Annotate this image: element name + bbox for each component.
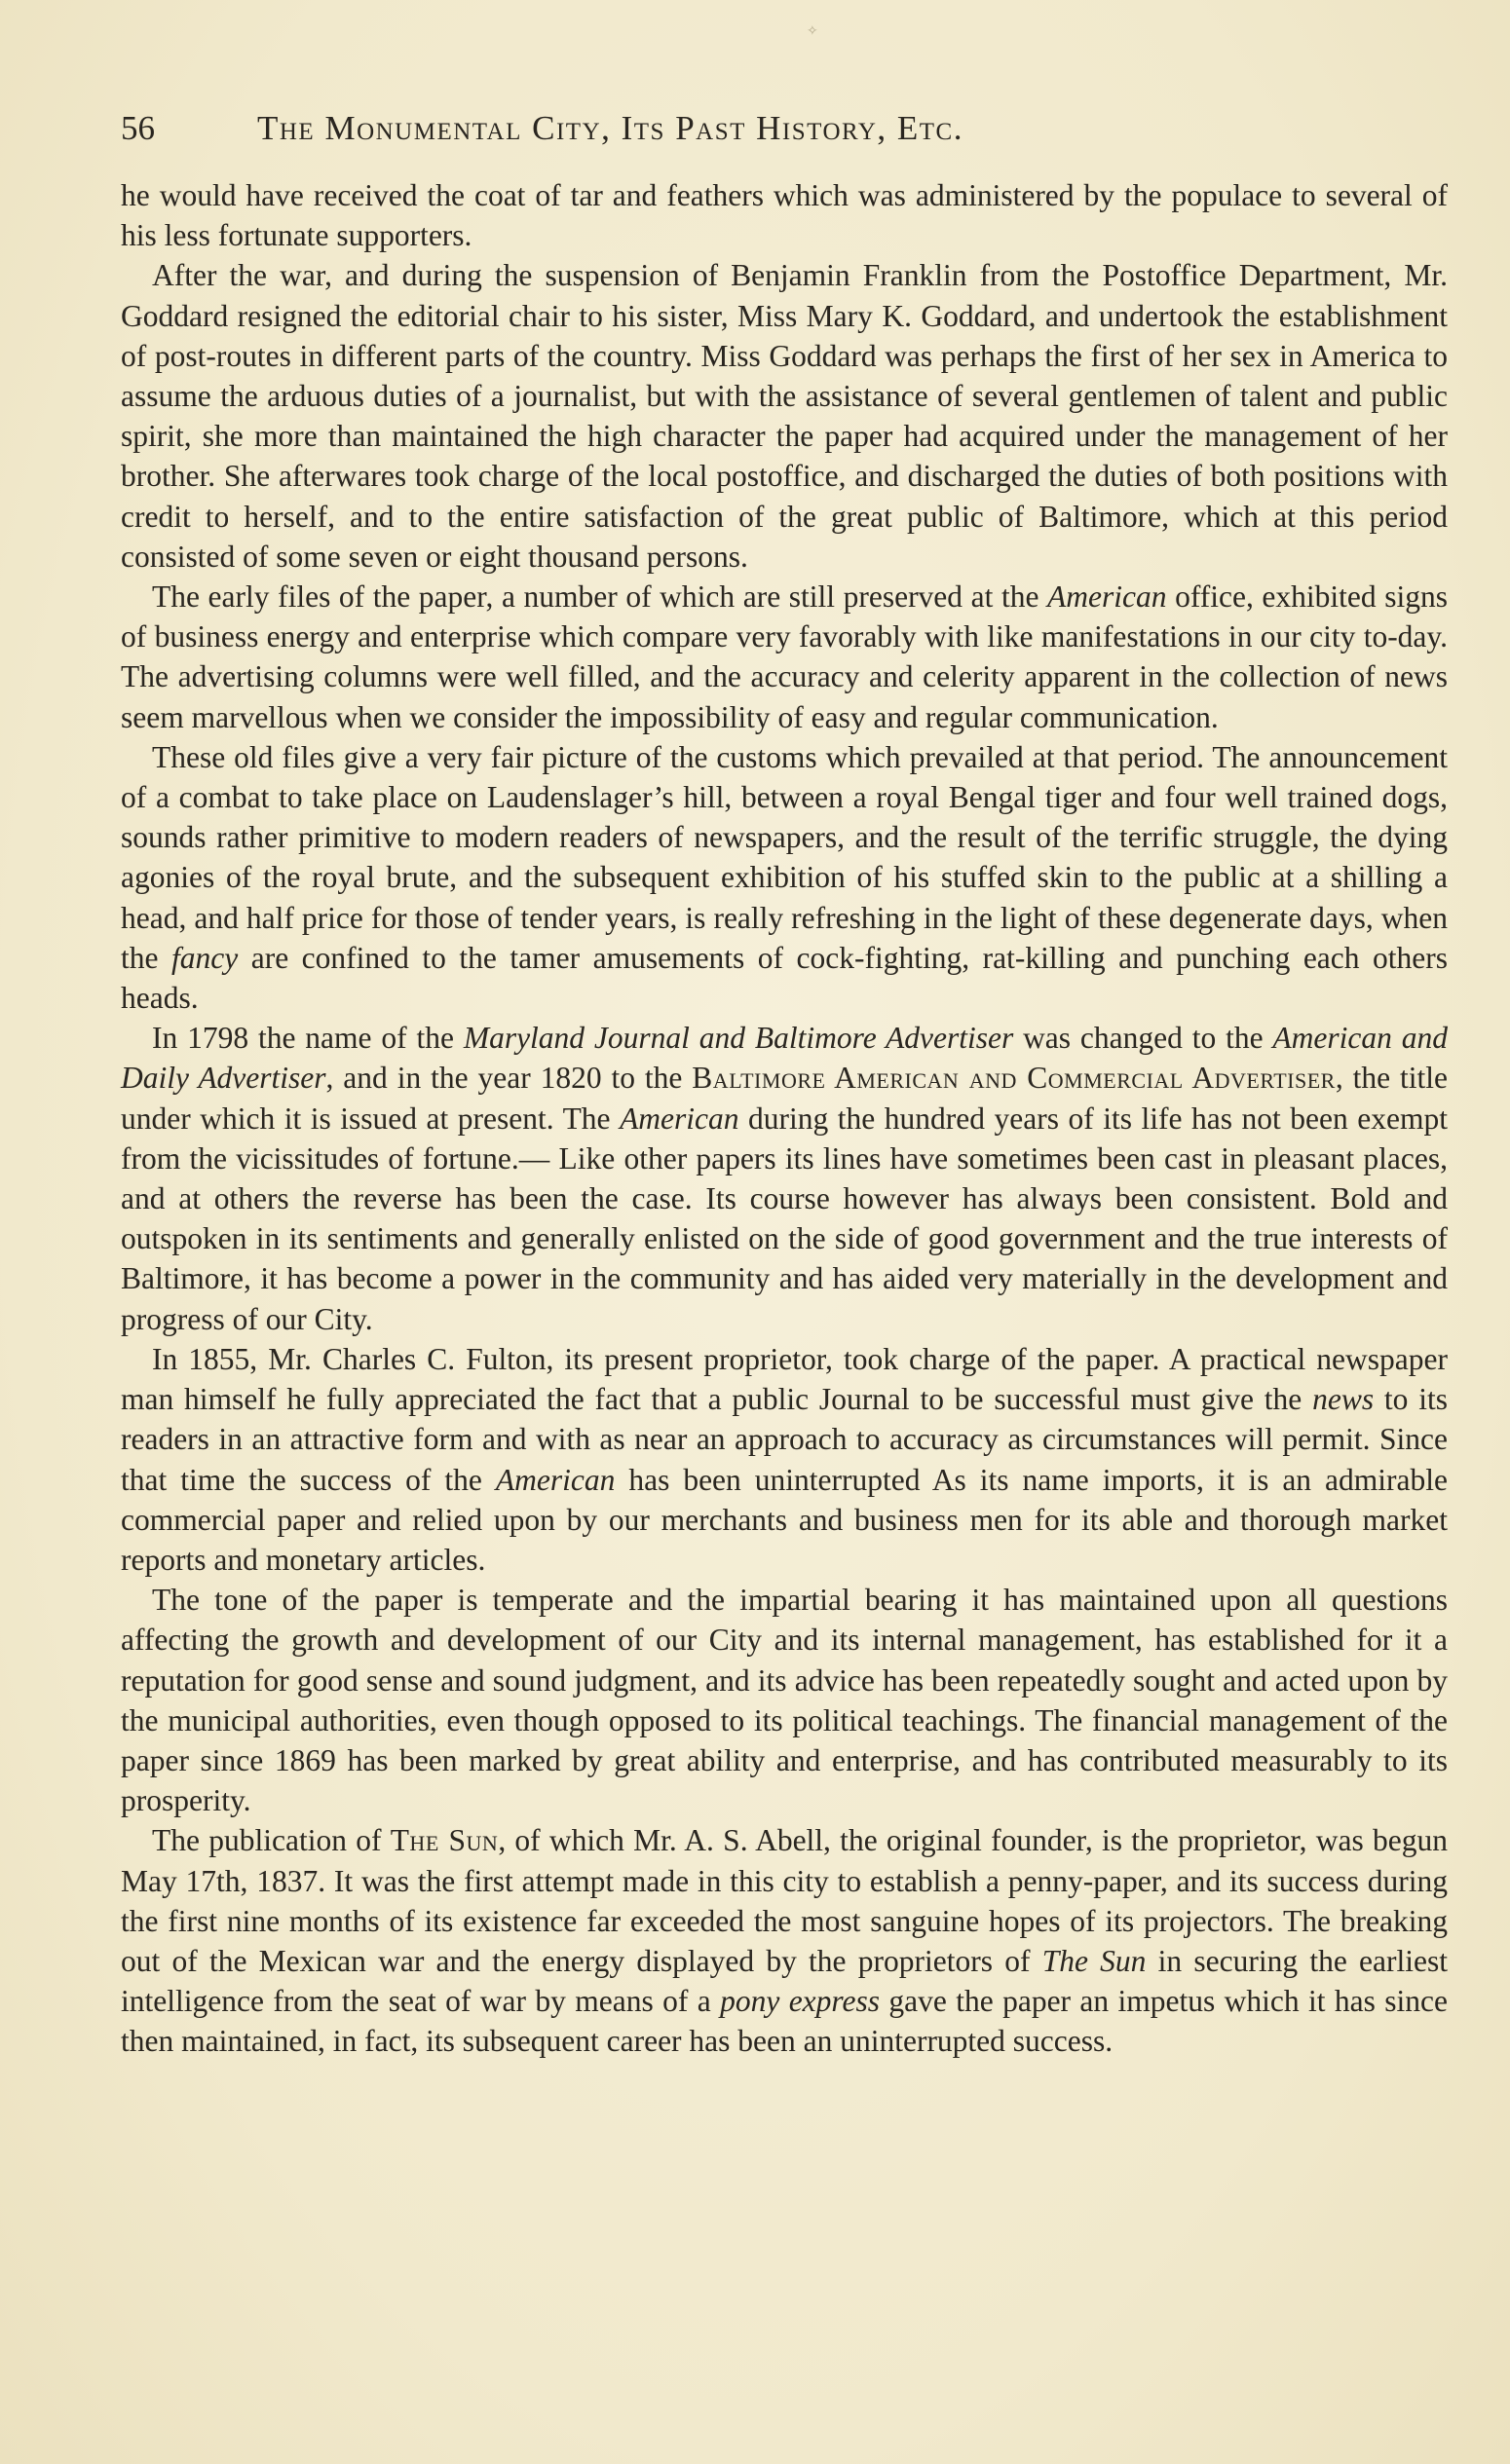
text-run: The early files of the paper, a number of which are still preserved at the [152,579,1048,615]
paragraph [121,737,1448,1018]
text-run: was changed to the [1013,1021,1273,1056]
paragraph [121,1018,1448,1339]
paragraph [121,1820,1448,2061]
text-run: In 1798 the name of the [152,1021,464,1056]
text-run: has been uninterrupted As its name imports, it is an admirable commercial paper and relied upon by our merchants and business men for its able and thorough market reports and monetary articles. [121,1462,1448,1577]
text-run: , the title under which it is issued at present. The [121,1061,1448,1136]
text-run: gave the paper an impetus which it has since then maintained, in fact, its subsequent career has been an uninterrupted success. [121,1984,1448,2059]
page-number: 56 [121,109,155,147]
text-run: These old files give a very fair picture of the customs which prevailed at that period. The announcement of a combat to take place on Laudenslager’s hill, between a royal Bengal tiger and four well trained dogs, sounds rather primitive to modern readers of newspapers, and the result of the terrific struggle, the dying agonies of the royal brute, and the subsequent exhibition of his stuffed skin to the public at a shilling a head, and half price for those of tender years, is really refreshing in the light of these degenerate days, when the [121,739,1448,975]
text-run: during the hundred years of its life has not been exempt from the vicissitudes of fortune.— Like other papers its lines have sometimes been cast in pleasant places, and at others the reverse has been the case. Its course however has always been consistent. Bold and outspoken in its sentiments and generally enlisted on the side of good government and the true interests of Baltimore, it has become a power in the community and has aided very materially in the development and progress of our City. [121,1101,1448,1336]
text-run: The publication of [152,1823,391,1858]
paragraph [121,577,1448,737]
text-run: After the war, and during the suspension of Benjamin Franklin from the Postoffice Department, Mr. Goddard resigned the editorial chair to his sister, Miss Mary K. Goddard, and undertook the establishment of post-routes in different parts of the country. Miss Goddard was perhaps the first of her sex in America to assume the arduous duties of a journalist, but with the assistance of several gentlemen of talent and public spirit, she more than maintained the high character the paper had acquired under the management of her brother. She afterwares took charge of the local postoffice, and discharged the duties of both positions with credit to herself, and to the entire satisfaction of the great public of Baltimore, which at this period consisted of some seven or eight thousand persons. [121,258,1448,574]
paragraph [121,1339,1448,1580]
italic-text: news [1312,1382,1375,1417]
paragraph [121,175,1448,255]
ornament-mark: ✧ [807,24,818,39]
running-title: The Monumental City, Its Past History, Etc. [257,109,963,147]
italic-text: The Sun [1041,1943,1147,1978]
italic-text: American [1047,579,1167,615]
book-page [121,109,1448,2062]
italic-text: fancy [171,940,239,975]
paragraph [121,1580,1448,1820]
italic-text: Maryland Journal and Baltimore Advertiser [463,1021,1014,1056]
italic-text: American and Daily Advertiser [121,1021,1448,1096]
italic-text: American [620,1101,739,1136]
text-run: to its readers in an attractive form and with as near an approach to accuracy as circumstances will permit. Since that time the success of the [121,1382,1448,1497]
text-run: in securing the earliest intelligence from the seat of war by means of a [121,1943,1448,2019]
text-run: In 1855, Mr. Charles C. Fulton, its present proprietor, took charge of the paper. A practical newspaper man himself he fully appreciated the fact that a public Journal to be successful must give the [121,1341,1448,1417]
text-run: are confined to the tamer amusements of cock-fighting, rat-killing and punching each others heads. [121,940,1449,1016]
running-head [121,109,1448,168]
text-run: , of which Mr. A. S. Abell, the original founder, is the proprietor, was begun May 17th, 1837. It was the first attempt made in this city to establish a penny-paper, and its success during the first nine months of its existence far exceeded the most sanguine hopes of its projectors. The breaking out of the Mexican war and the energy displayed by the proprietors of [121,1823,1448,1978]
body-text [121,175,1448,2062]
smallcaps-text: Baltimore American and Commercial Advertiser [692,1061,1336,1096]
text-run: office, exhibited signs of business energy and enterprise which compare very favorably with like manifestations in our city to-day. The advertising columns were well filled, and the accuracy and celerity apparent in the collection of news seem marvellous when we consider the impossibility of easy and regular communication. [121,579,1448,734]
smallcaps-text: The Sun [390,1823,499,1858]
italic-text: pony express [720,1984,880,2019]
paragraph [121,255,1448,577]
text-run: he would have received the coat of tar and feathers which was administered by the populace to several of his less fortunate supporters. [121,178,1448,253]
text-run: The tone of the paper is temperate and the impartial bearing it has maintained upon all questions affecting the growth and development of our City and its internal management, has established for it a reputation for good sense and sound judgment, and its advice has been repeatedly sought and acted upon by the municipal authorities, even though opposed to its political teachings. The financial management of the paper since 1869 has been marked by great ability and enterprise, and has contributed measurably to its prosperity. [121,1583,1448,1818]
text-run: , and in the year 1820 to the [325,1061,693,1096]
italic-text: American [495,1462,616,1497]
